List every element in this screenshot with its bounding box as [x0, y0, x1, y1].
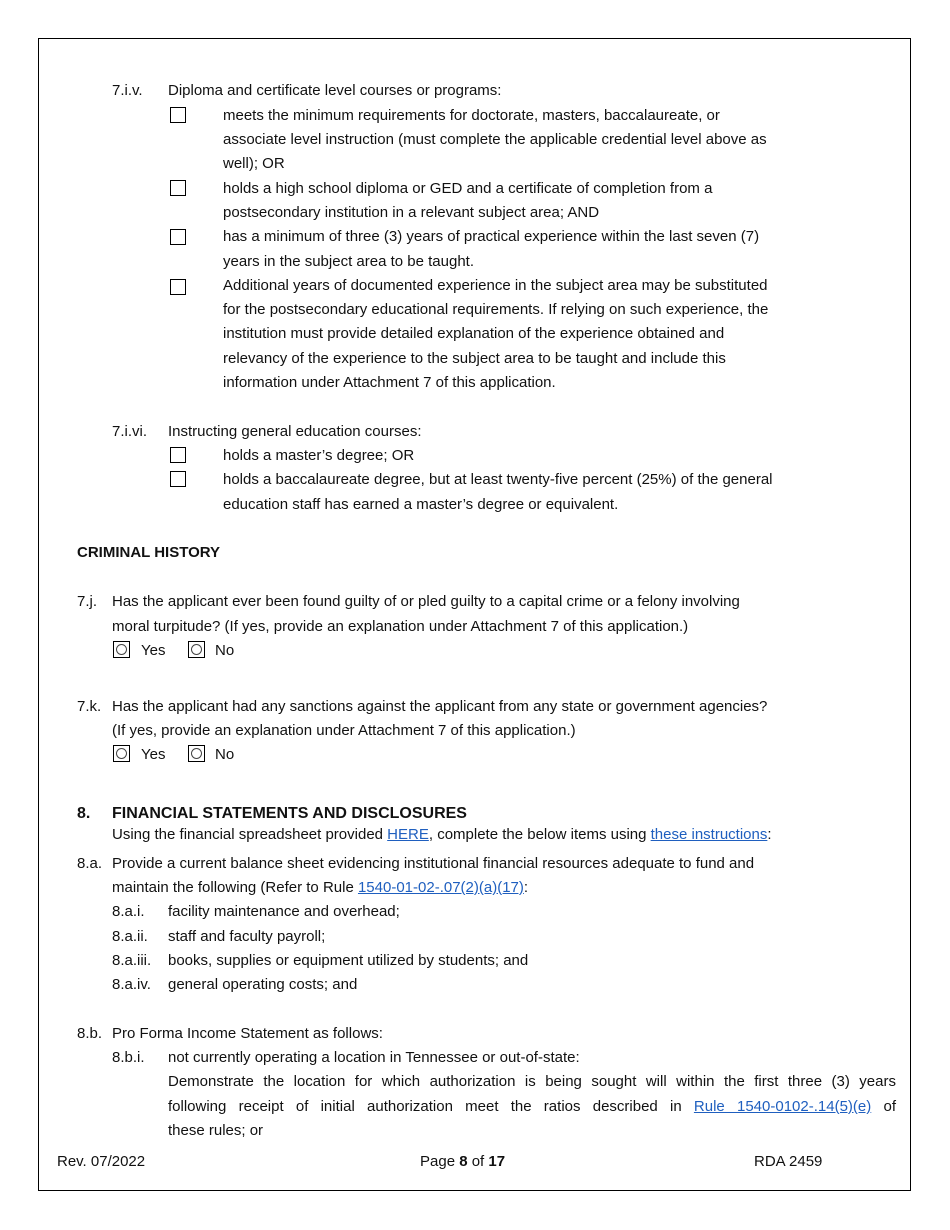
- question-7k-no-radio[interactable]: [188, 745, 205, 762]
- sub-item-text: facility maintenance and overhead;: [168, 903, 400, 920]
- item-8a-line-2-pre: maintain the following (Refer to Rule: [112, 879, 358, 896]
- section-8-title: FINANCIAL STATEMENTS AND DISCLOSURES: [112, 805, 467, 822]
- item-8a-line-2-post: :: [523, 879, 529, 896]
- para-line-2-post: of: [871, 1098, 896, 1115]
- sub-item-number: 8.a.ii.: [112, 928, 148, 945]
- item-8a-line-1: Provide a current balance sheet evidencing institutional financial resources adequate to fund and: [112, 855, 755, 872]
- instructions-link[interactable]: these instructions: [650, 826, 768, 843]
- intro-text-mid: , complete the below items using: [428, 826, 651, 843]
- footer-current-page: 8: [459, 1153, 468, 1170]
- diploma-item-3-line-1: has a minimum of three (3) years of practical experience within the last seven (7): [223, 228, 760, 245]
- section-8-number: 8.: [77, 805, 91, 822]
- question-7j-no-label: No: [215, 642, 235, 659]
- diploma-heading: Diploma and certificate level courses or programs:: [168, 82, 502, 99]
- question-7j-no-radio[interactable]: [188, 641, 205, 658]
- diploma-item-4-line-5: information under Attachment 7 of this application.: [223, 374, 556, 391]
- diploma-checkbox-3[interactable]: [170, 229, 186, 245]
- footer-form-id: RDA 2459: [754, 1153, 823, 1170]
- diploma-item-1-line-1: meets the minimum requirements for doctorate, masters, baccalaureate, or: [223, 107, 720, 124]
- general-ed-item-2-line-2: education staff has earned a master’s degree or equivalent.: [223, 496, 619, 513]
- question-7j-line-2: moral turpitude? (If yes, provide an explanation under Attachment 7 of this application.): [112, 618, 689, 635]
- item-8b-para-line-1: Demonstrate the location for which authorization is being sought will within the first three (3) years: [168, 1073, 896, 1090]
- footer-total-pages: 17: [488, 1153, 506, 1170]
- criminal-history-heading: CRIMINAL HISTORY: [77, 544, 221, 561]
- item-8b-para-line-3: these rules; or: [168, 1122, 264, 1139]
- intro-text-pre: Using the financial spreadsheet provided: [112, 826, 388, 843]
- item-8b-i-title: not currently operating a location in Tennessee or out-of-state:: [168, 1049, 580, 1066]
- footer-revision: Rev. 07/2022: [57, 1153, 146, 1170]
- item-8a-line-2: [112, 876, 528, 900]
- sub-item-number: 8.a.iii.: [112, 952, 152, 969]
- question-7k-line-2: (If yes, provide an explanation under Attachment 7 of this application.): [112, 722, 576, 739]
- item-8b-para-line-2: [168, 1095, 896, 1119]
- item-8b-i-number: 8.b.i.: [112, 1049, 145, 1066]
- sub-item-text: books, supplies or equipment utilized by students; and: [168, 952, 529, 969]
- sub-item-text: staff and faculty payroll;: [168, 928, 326, 945]
- general-ed-checkbox-2[interactable]: [170, 471, 186, 487]
- question-7j-line-1: Has the applicant ever been found guilty of or pled guilty to a capital crime or a felony involving: [112, 593, 740, 610]
- para-line-2-pre: following receipt of initial authorization meet the ratios described in: [168, 1098, 694, 1115]
- diploma-item-3-line-2: years in the subject area to be taught.: [223, 253, 474, 270]
- question-7k-yes-radio[interactable]: [113, 745, 130, 762]
- diploma-checkbox-4[interactable]: [170, 279, 186, 295]
- general-ed-checkbox-1[interactable]: [170, 447, 186, 463]
- question-7k-yes-label: Yes: [141, 746, 166, 763]
- question-7k-number: 7.k.: [77, 698, 102, 715]
- diploma-item-4-line-2: for the postsecondary educational requirements. If relying on such experience, the: [223, 301, 769, 318]
- footer-page-number: [420, 1152, 505, 1172]
- sub-item-number: 8.a.i.: [112, 903, 145, 920]
- sub-item-number: 8.a.iv.: [112, 976, 151, 993]
- diploma-checkbox-2[interactable]: [170, 180, 186, 196]
- general-ed-item-2-line-1: holds a baccalaureate degree, but at least twenty-five percent (25%) of the general: [223, 471, 773, 488]
- footer-page-word: Page: [420, 1153, 460, 1170]
- diploma-checkbox-1[interactable]: [170, 107, 186, 123]
- question-7j-yes-label: Yes: [141, 642, 166, 659]
- section-number-7-i-v: 7.i.v.: [112, 82, 143, 99]
- section-number-7-i-vi: 7.i.vi.: [112, 423, 148, 440]
- diploma-item-2-line-2: postsecondary institution in a relevant subject area; AND: [223, 204, 600, 221]
- item-8a-number: 8.a.: [77, 855, 103, 872]
- here-link[interactable]: HERE: [387, 826, 429, 843]
- rule-link-1540-01-02-07[interactable]: 1540-01-02-.07(2)(a)(17): [357, 879, 524, 896]
- general-ed-heading: Instructing general education courses:: [168, 423, 422, 440]
- diploma-item-2-line-1: holds a high school diploma or GED and a certificate of completion from a: [223, 180, 713, 197]
- section-8-intro: [112, 823, 772, 847]
- diploma-item-4-line-1: Additional years of documented experience in the subject area may be substituted: [223, 277, 768, 294]
- rule-link-1540-0102-14[interactable]: Rule 1540-0102-.14(5)(e): [693, 1098, 872, 1115]
- sub-item-text: general operating costs; and: [168, 976, 358, 993]
- question-7k-line-1: Has the applicant had any sanctions against the applicant from any state or government agencies?: [112, 698, 768, 715]
- item-8b-title: Pro Forma Income Statement as follows:: [112, 1025, 383, 1042]
- question-7j-yes-radio[interactable]: [113, 641, 130, 658]
- item-8b-number: 8.b.: [77, 1025, 103, 1042]
- general-ed-item-1: holds a master’s degree; OR: [223, 447, 415, 464]
- footer-of-word: of: [467, 1153, 489, 1170]
- question-7k-no-label: No: [215, 746, 235, 763]
- diploma-item-4-line-3: institution must provide detailed explanation of the experience obtained and: [223, 325, 725, 342]
- question-7j-number: 7.j.: [77, 593, 98, 610]
- diploma-item-4-line-4: relevancy of the experience to the subject area to be taught and include this: [223, 350, 726, 367]
- diploma-item-1-line-2: associate level instruction (must complete the applicable credential level above as: [223, 131, 767, 148]
- intro-text-post: :: [767, 826, 772, 843]
- diploma-item-1-line-3: well); OR: [223, 155, 285, 172]
